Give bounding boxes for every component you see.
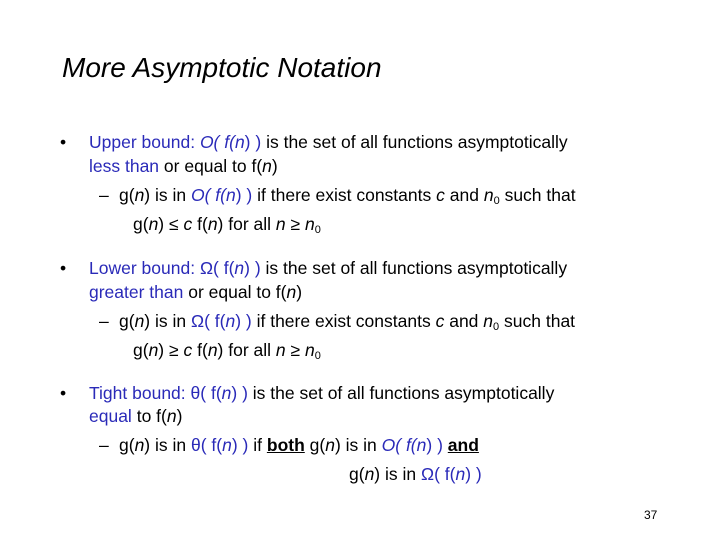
tight-line4-omega: Ω( f(n) ): [420, 464, 482, 484]
upper-line-3: g(n) is in O( f(n) ) if there exist constants c and $n_0$ such that: [119, 185, 576, 207]
upper-line-4: g(n) ≤ c f(n) for all $n \ge n_0$: [133, 214, 321, 236]
tight-line-3: g(n) is in θ( f(n) ) if both g(n) is in O( f(n) ) and: [119, 435, 479, 455]
tight-rest: is the set of all functions asymptotically: [252, 383, 555, 403]
tight-sub-O: O( f(n) ): [381, 435, 443, 455]
tight-dash: –: [99, 435, 109, 455]
slide-title: More Asymptotic Notation: [62, 52, 382, 83]
lower-line-3: g(n) is in Ω( f(n) ) if there exist constants c and $n_0$ such that: [119, 311, 576, 333]
tight-line-2: equal to f(n): [89, 406, 183, 426]
lower-rest: is the set of all functions asymptotically: [265, 258, 568, 278]
tight-line-1: [89, 382, 554, 404]
lower-line-2: greater than or equal to f(n): [89, 282, 303, 302]
bullet-lower: •: [60, 258, 67, 278]
page-number: 37: [644, 508, 658, 522]
bullet-tight: •: [60, 383, 67, 403]
bullet-upper: •: [60, 132, 67, 152]
tight-line-4: g(n) is in Ω( f(n) ): [349, 464, 482, 484]
lower-dash: –: [99, 311, 109, 331]
lower-symbol: Ω( f(n) ): [199, 258, 261, 278]
lower-line-4: g(n) ≥ c f(n) for all $n \ge n_0$: [133, 340, 321, 362]
upper-rest: is the set of all functions asymptotically: [266, 132, 568, 152]
lower-lead: Lower bound:: [89, 258, 196, 278]
tight-equal: equal: [89, 406, 132, 426]
upper-sub-symbol: O( f(n) ): [190, 185, 253, 205]
lower-greater-than: greater than: [89, 282, 184, 302]
upper-symbol: O( f(n) ): [199, 132, 262, 152]
upper-line-1: [89, 131, 568, 153]
tight-and: and: [447, 435, 479, 455]
tight-lead: Tight bound:: [89, 383, 186, 403]
lower-line-1: [89, 257, 567, 279]
upper-dash: –: [99, 185, 109, 205]
tight-symbol: θ( f(n) ): [190, 383, 248, 403]
upper-less-than: less than: [89, 156, 160, 176]
tight-both: both: [266, 435, 305, 455]
upper-lead: Upper bound:: [89, 132, 196, 152]
upper-line-2: less than or equal to f(n): [89, 156, 278, 176]
tight-sub-symbol: θ( f(n) ): [190, 435, 249, 455]
lower-sub-symbol: Ω( f(n) ): [190, 311, 252, 331]
